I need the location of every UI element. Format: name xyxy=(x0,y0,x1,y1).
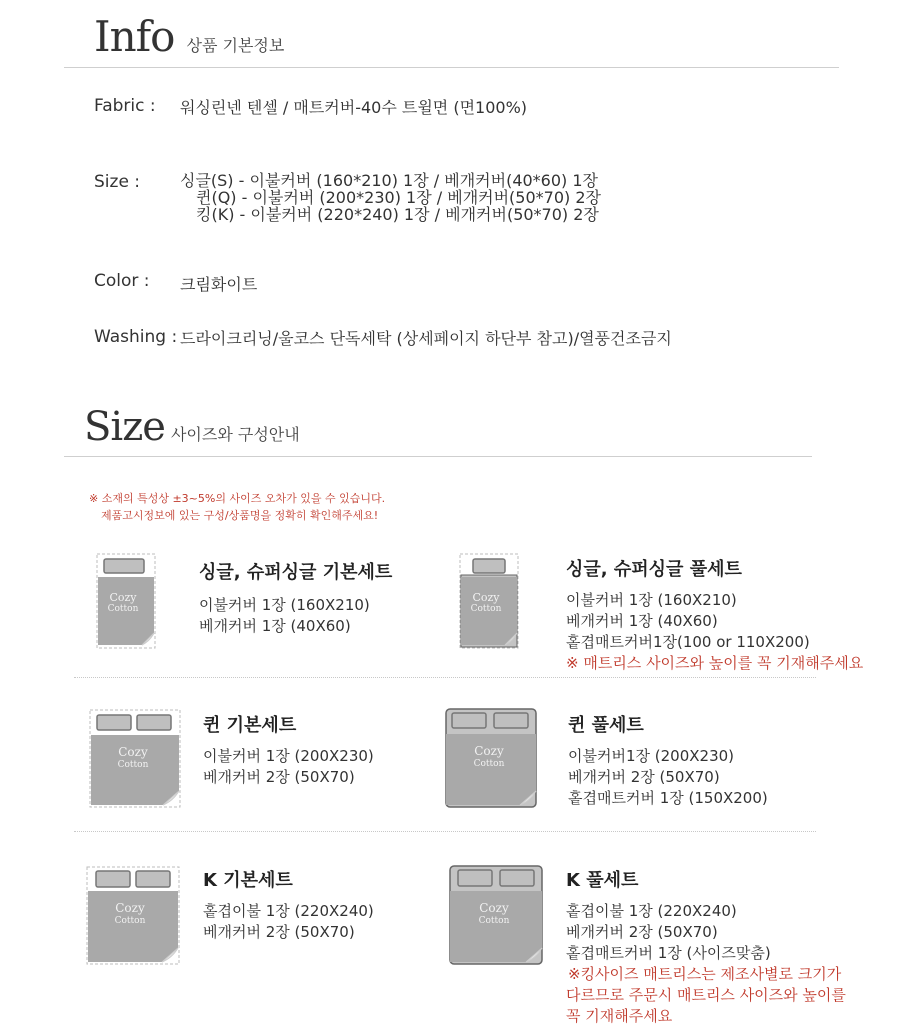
set-line: 홑겹이불 1장 (220X240) xyxy=(203,902,374,920)
size-line-queen: 퀸(Q) - 이불커버 (200*230) 1장 / 베개커버(50*70) 2장 xyxy=(196,188,601,207)
set-title-king-full: K 풀세트 xyxy=(566,870,639,891)
logo-main-2: Cozy xyxy=(472,591,500,604)
set-warning: ※ 매트리스 사이즈와 높이를 꼭 기재해주세요 xyxy=(566,654,864,672)
set-warning: ※킹사이즈 매트리스는 제조사별로 크기가 xyxy=(568,965,842,983)
set-line: 베개커버 1장 (40X60) xyxy=(199,617,351,635)
queen-basic-bed-icon xyxy=(89,709,183,809)
set-line: 베개커버 2장 (50X70) xyxy=(203,768,355,786)
size-line-single: 싱글(S) - 이불커버 (160*210) 1장 / 베개커버(40*60) 1장 xyxy=(180,171,599,190)
set-lines-single-full xyxy=(566,590,863,674)
set-line: 베개커버 1장 (40X60) xyxy=(566,612,718,630)
row-divider-1 xyxy=(74,677,816,678)
color-value: 크림화이트 xyxy=(180,275,258,294)
set-line: 이불커버 1장 (200X230) xyxy=(203,747,374,765)
info-title: Info xyxy=(94,12,175,61)
set-lines-king-basic xyxy=(203,901,374,943)
size-line-king: 킹(K) - 이불커버 (220*240) 1장 / 베개커버(50*70) 2장 xyxy=(196,205,599,224)
logo-sub-4: Cotton xyxy=(473,759,505,769)
size-heading xyxy=(84,404,300,450)
size-title: Size xyxy=(84,404,165,450)
color-label: Color : xyxy=(94,271,150,291)
size-notice xyxy=(89,490,385,524)
set-lines-queen-full xyxy=(568,746,768,809)
set-lines-queen-basic xyxy=(203,746,374,788)
set-line: 이불커버1장 (200X230) xyxy=(568,747,735,765)
set-line: 홑겹매트커버 1장 (150X200) xyxy=(568,789,768,807)
logo-main-6: Cozy xyxy=(479,901,509,915)
single-full-bed-icon xyxy=(459,553,523,649)
king-full-bed-icon xyxy=(448,864,546,968)
logo-sub-5: Cotton xyxy=(114,916,146,926)
logo-main-3: Cozy xyxy=(118,745,148,759)
fabric-label: Fabric : xyxy=(94,96,156,116)
set-line: 이불커버 1장 (160X210) xyxy=(199,596,370,614)
info-subtitle: 상품 기본정보 xyxy=(186,36,285,55)
row-divider-2 xyxy=(74,831,816,832)
set-line: 베개커버 2장 (50X70) xyxy=(568,768,720,786)
logo-sub-2: Cotton xyxy=(470,604,502,614)
info-divider xyxy=(64,67,839,68)
king-basic-bed-icon xyxy=(86,866,182,966)
size-divider xyxy=(64,456,812,457)
logo-main-4: Cozy xyxy=(474,744,504,758)
set-line: 홑겹매트커버1장(100 or 110X200) xyxy=(566,633,810,651)
set-line: 베개커버 2장 (50X70) xyxy=(566,923,718,941)
washing-label: Washing : xyxy=(94,327,178,347)
set-line: 이불커버 1장 (160X210) xyxy=(566,591,737,609)
logo-main-5: Cozy xyxy=(115,901,145,915)
logo-sub-6: Cotton xyxy=(478,916,510,926)
set-title-queen-basic: 퀸 기본세트 xyxy=(203,715,297,736)
size-subtitle: 사이즈와 구성안내 xyxy=(170,425,300,444)
size-label: Size : xyxy=(94,172,141,192)
set-warning: 다르므로 주문시 매트리스 사이즈와 높이를 xyxy=(566,986,846,1004)
set-warning: 꼭 기재해주세요 xyxy=(566,1007,673,1025)
set-title-single-basic: 싱글, 슈퍼싱글 기본세트 xyxy=(199,562,393,583)
queen-full-bed-icon xyxy=(444,707,540,811)
logo-sub-1: Cotton xyxy=(107,604,139,614)
set-lines-king-full xyxy=(566,901,846,1027)
notice-line-2: 제품고시정보에 있는 구성/상품명을 정확히 확인해주세요! xyxy=(101,509,379,522)
notice-line-1: ※ 소재의 특성상 ±3~5%의 사이즈 오차가 있을 수 있습니다. xyxy=(89,492,386,505)
set-title-king-basic: K 기본세트 xyxy=(203,870,293,891)
set-line: 베개커버 2장 (50X70) xyxy=(203,923,355,941)
logo-main-1: Cozy xyxy=(109,591,137,604)
washing-value: 드라이크리닝/울코스 단독세탁 (상세페이지 하단부 참고)/열풍건조금지 xyxy=(180,329,672,348)
set-line: 홑겹이불 1장 (220X240) xyxy=(566,902,737,920)
set-lines-single-basic xyxy=(199,595,370,637)
fabric-value: 워싱린넨 텐셀 / 매트커버-40수 트윌면 (면100%) xyxy=(180,98,528,117)
single-basic-bed-icon xyxy=(96,553,160,649)
logo-sub-3: Cotton xyxy=(117,760,149,770)
set-line: 홑겹매트커버 1장 (사이즈맞춤) xyxy=(566,944,771,962)
set-title-single-full: 싱글, 슈퍼싱글 풀세트 xyxy=(566,559,742,580)
info-heading xyxy=(94,12,284,61)
set-title-queen-full: 퀸 풀세트 xyxy=(568,715,644,736)
